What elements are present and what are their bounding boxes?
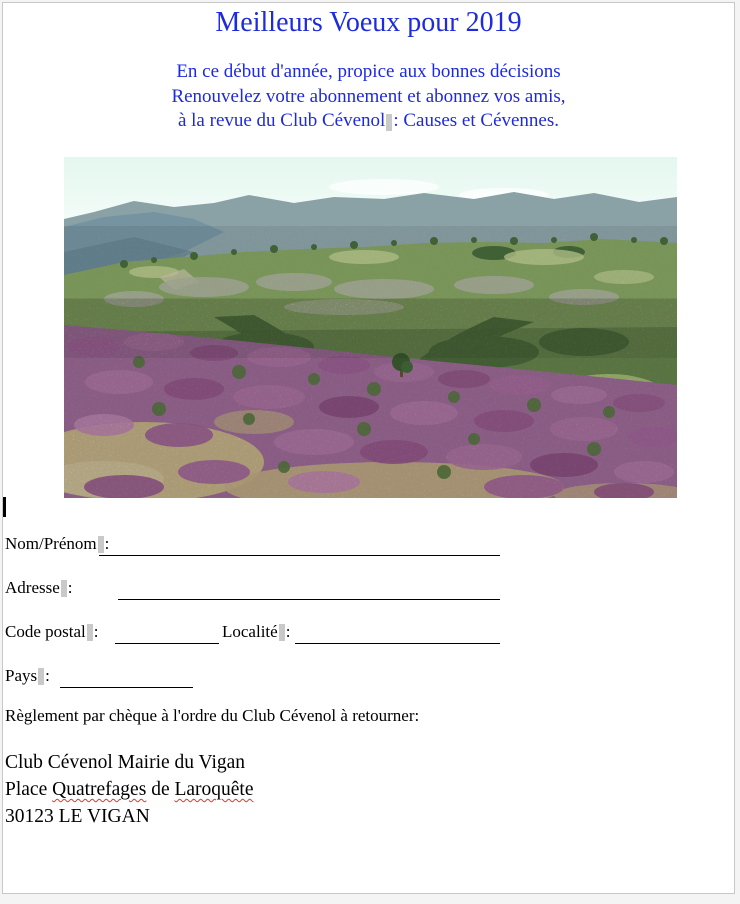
- misspelled-word: Laroquête: [174, 779, 254, 800]
- nom-prenom-fill-line[interactable]: [99, 534, 500, 556]
- address-line-3: 30123 LE VIGAN: [5, 806, 150, 827]
- pays-label: Pays :: [5, 666, 50, 685]
- address-line-1: Club Cévenol Mairie du Vigan: [5, 752, 246, 773]
- return-address-block: [5, 749, 254, 830]
- text-cursor: [3, 497, 6, 517]
- form-row-code-postal-localite: [3, 622, 734, 648]
- misspelled-word: Quatrefages: [52, 779, 147, 800]
- nom-prenom-label: Nom/Prénom :: [5, 534, 110, 553]
- code-postal-fill-line[interactable]: [115, 622, 219, 644]
- intro-line-3: à la revue du Club Cévenol : Causes et Cévennes.: [177, 110, 560, 131]
- adresse-fill-line[interactable]: [118, 578, 500, 600]
- page-bottom-margin: [0, 895, 740, 904]
- form-row-pays: [3, 666, 734, 692]
- landscape-photo: [64, 157, 677, 498]
- payment-instruction: Règlement par chèque à l'ordre du Club Cévenol à retourner:: [5, 706, 420, 725]
- form-row-nom-prenom: [3, 534, 734, 560]
- intro-paragraph: [3, 60, 734, 134]
- code-postal-label: Code postal :: [5, 622, 99, 641]
- intro-line-1: En ce début d'année, propice aux bonnes décisions: [176, 61, 561, 82]
- space-marker: [38, 668, 44, 685]
- form-row-adresse: [3, 578, 734, 604]
- address-line-2: Place Quatrefages de Laroquête: [5, 779, 254, 800]
- document-page: [2, 2, 735, 894]
- pays-fill-line[interactable]: [60, 666, 193, 688]
- intro-line-2: Renouvelez votre abonnement et abonnez vos amis,: [171, 85, 566, 107]
- localite-fill-line[interactable]: [295, 622, 500, 644]
- localite-label: Localité :: [222, 622, 291, 641]
- space-marker: [279, 624, 285, 641]
- adresse-label: Adresse :: [5, 578, 73, 597]
- space-marker: [386, 114, 392, 131]
- space-marker: [61, 580, 67, 597]
- space-marker: [87, 624, 93, 641]
- page-title: Meilleurs Voeux pour 2019: [215, 7, 522, 38]
